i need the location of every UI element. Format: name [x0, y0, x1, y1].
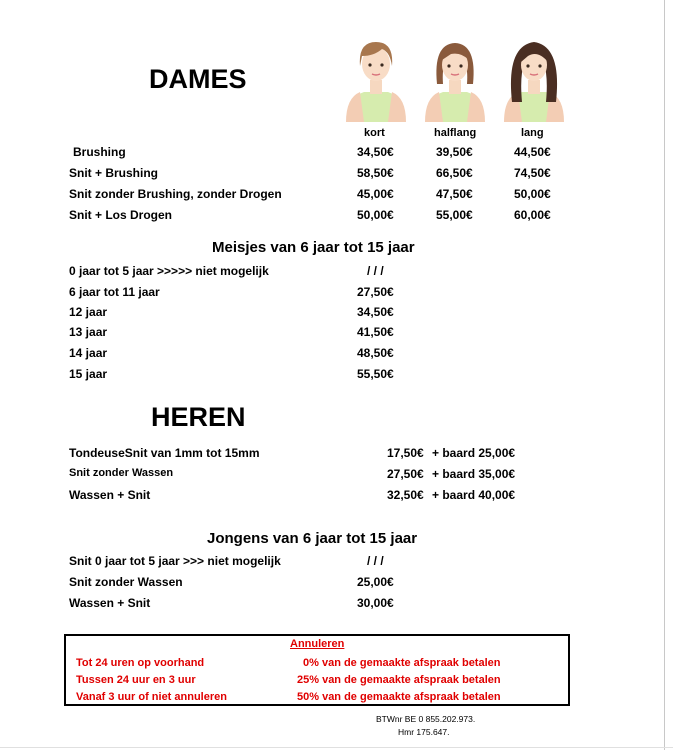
dames-price-kort: 45,00€: [357, 187, 394, 201]
cancellation-row-label: Vanaf 3 uur of niet annuleren: [76, 691, 227, 703]
meisjes-row-price: 34,50€: [357, 305, 394, 319]
dames-title: DAMES: [149, 64, 247, 94]
dames-price-lang: 44,50€: [514, 145, 551, 159]
meisjes-title: Meisjes van 6 jaar tot 15 jaar: [212, 239, 415, 256]
meisjes-row-label: 12 jaar: [69, 305, 108, 319]
dames-row-label: Snit + Los Drogen: [69, 208, 173, 222]
heren-row-price: 17,50€: [387, 446, 424, 460]
dames-price-lang: 50,00€: [514, 187, 551, 201]
jongens-row-price: 25,00€: [357, 575, 394, 589]
page-edge-right: [664, 0, 665, 750]
medium-hair-woman-icon: [423, 36, 487, 122]
dames-row-label: Snit zonder Brushing, zonder Drogen: [69, 187, 282, 201]
heren-title: HEREN: [151, 402, 246, 432]
heren-row-label: TondeuseSnit van 1mm tot 15mm: [69, 446, 260, 460]
dames-price-halflang: 66,50€: [436, 166, 473, 180]
heren-row-label: Wassen + Snit: [69, 488, 151, 502]
jongens-row-price: 30,00€: [357, 596, 394, 610]
heren-row-price: 27,50€: [387, 467, 424, 481]
dames-price-halflang: 39,50€: [436, 145, 473, 159]
meisjes-row-price: 48,50€: [357, 346, 394, 360]
cancellation-row-value: 25% van de gemaakte afspraak betalen: [297, 674, 501, 686]
cancellation-row-value: 0% van de gemaakte afspraak betalen: [303, 657, 501, 669]
meisjes-row-label: 13 jaar: [69, 325, 108, 339]
heren-row-beard: + baard 25,00€: [432, 446, 516, 460]
heren-row-beard: + baard 35,00€: [432, 467, 516, 481]
col-header-halflang: halflang: [434, 127, 477, 139]
dames-price-halflang: 47,50€: [436, 187, 473, 201]
dames-price-lang: 74,50€: [514, 166, 551, 180]
dames-row-label: Brushing: [73, 145, 126, 159]
heren-row-label: Snit zonder Wassen: [69, 467, 174, 479]
cancellation-row-label: Tot 24 uren op voorhand: [76, 657, 205, 669]
heren-row-beard: + baard 40,00€: [432, 488, 516, 502]
short-hair-woman-icon: [344, 36, 408, 122]
jongens-row-price: / / /: [367, 554, 384, 568]
page-edge-bottom: [0, 747, 673, 748]
heren-row-price: 32,50€: [387, 488, 424, 502]
dames-price-kort: 50,00€: [357, 208, 394, 222]
meisjes-row-label: 15 jaar: [69, 367, 108, 381]
col-header-kort: kort: [364, 127, 385, 139]
col-header-lang: lang: [521, 127, 544, 139]
meisjes-row-label: 0 jaar tot 5 jaar >>>>> niet mogelijk: [69, 264, 269, 278]
jongens-row-label: Wassen + Snit: [69, 596, 151, 610]
cancellation-row-value: 50% van de gemaakte afspraak betalen: [297, 691, 501, 703]
dames-price-kort: 34,50€: [357, 145, 394, 159]
meisjes-row-label: 6 jaar tot 11 jaar: [69, 285, 160, 299]
long-hair-woman-icon: [502, 36, 566, 122]
meisjes-row-price: 55,50€: [357, 367, 394, 381]
meisjes-row-price: 41,50€: [357, 325, 394, 339]
dames-price-halflang: 55,00€: [436, 208, 473, 222]
cancellation-row-label: Tussen 24 uur en 3 uur: [76, 674, 196, 686]
meisjes-row-price: / / /: [367, 264, 384, 278]
btw-number: BTWnr BE 0 855.202.973.: [376, 714, 476, 724]
jongens-row-label: Snit zonder Wassen: [69, 575, 183, 589]
dames-price-lang: 60,00€: [514, 208, 551, 222]
meisjes-row-label: 14 jaar: [69, 346, 108, 360]
dames-row-label: Snit + Brushing: [69, 166, 159, 180]
jongens-row-label: Snit 0 jaar tot 5 jaar >>> niet mogelijk: [69, 554, 281, 568]
cancellation-title: Annuleren: [290, 638, 345, 650]
meisjes-row-price: 27,50€: [357, 285, 394, 299]
dames-price-kort: 58,50€: [357, 166, 394, 180]
jongens-title: Jongens van 6 jaar tot 15 jaar: [207, 530, 418, 547]
hmr-number: Hmr 175.647.: [398, 727, 450, 737]
